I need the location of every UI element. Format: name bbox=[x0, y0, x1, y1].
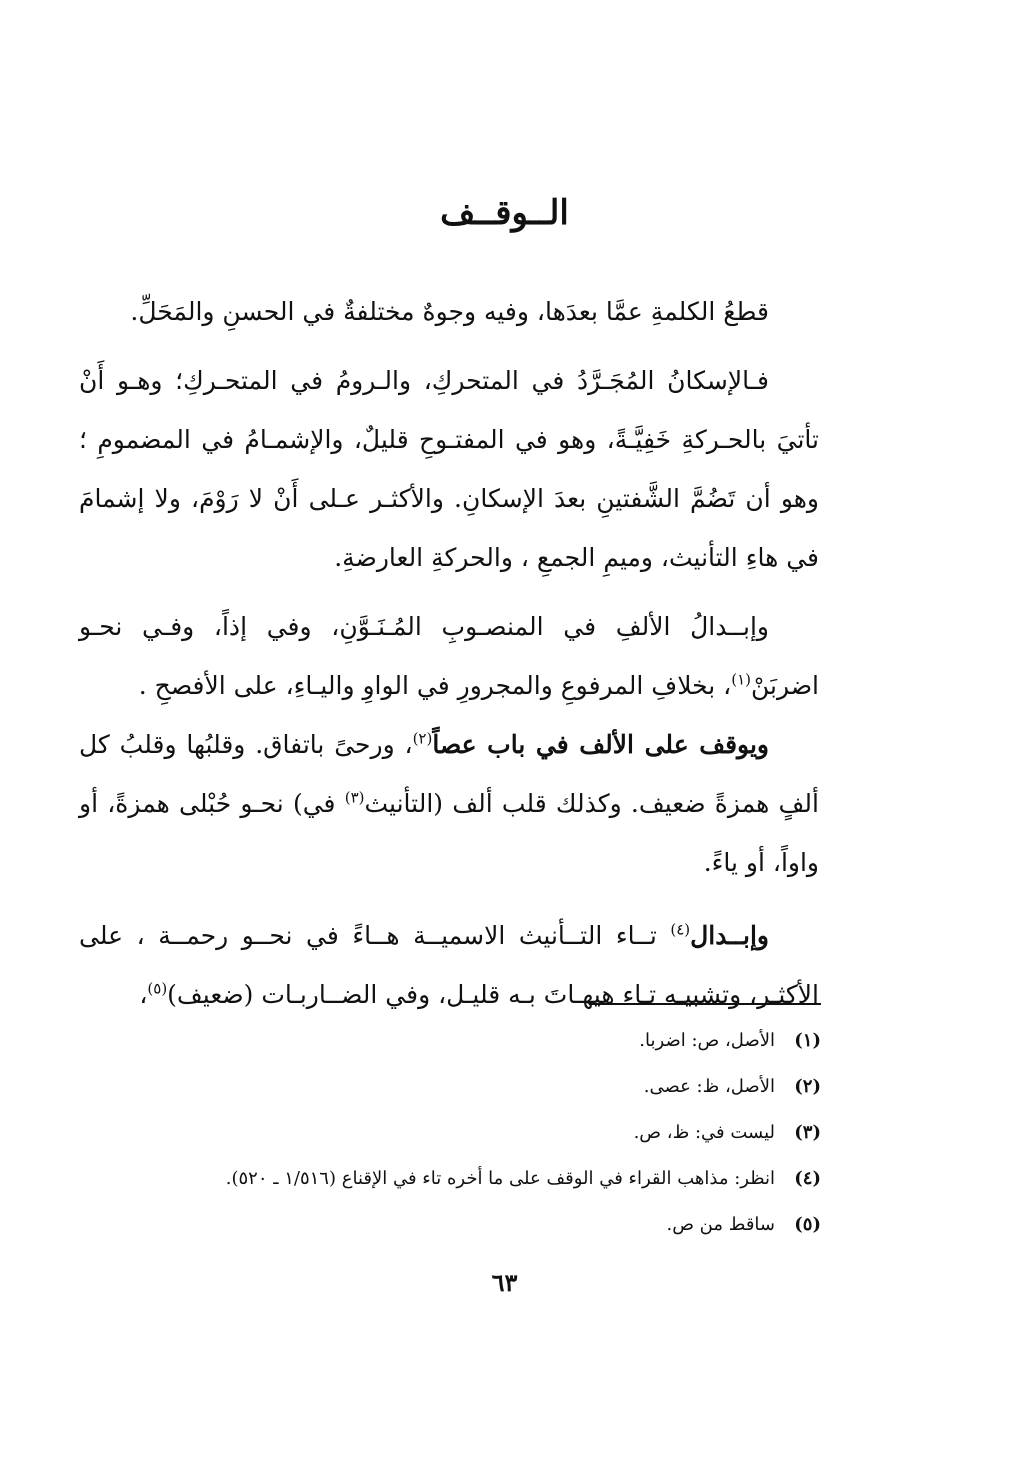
footnote-text: ساقط من ص. bbox=[666, 1214, 775, 1235]
footnote-divider bbox=[589, 1003, 821, 1005]
paragraph-5-text-a: تــاء التــأنيث الاسميــة هــاءً في نحــو رحمــة ، على الأكثـر، وتشبيـه تـاء هيهـاتَ بـه قليـل، وفي الضــاربـات (ضعيف) bbox=[79, 921, 819, 1009]
main-text bbox=[79, 282, 819, 1024]
footnote-number: (٤) bbox=[794, 1168, 821, 1189]
footnote-5 bbox=[81, 1202, 821, 1248]
paragraph-4-bold: ويوقف على الألف في باب عصاً bbox=[432, 730, 769, 759]
paragraph-3-text-b: ، بخلافِ المرفوعِ والمجرورِ في الواوِ واليـاءِ، على الأفصحِ . bbox=[138, 671, 732, 700]
footnote-2 bbox=[81, 1064, 821, 1110]
paragraph-4-text-a: ، ورحىً باتفاق. وقلبُها وقلبُ كل ألفٍ همزةً ضعيف. وكذلك قلب ألف (التأنيث bbox=[79, 730, 819, 818]
paragraph-4 bbox=[79, 715, 819, 892]
footnote-text: الأصل، ظ: عصى. bbox=[643, 1076, 775, 1097]
footnote-ref-4: (٤) bbox=[670, 920, 691, 939]
paragraph-3-text-a: وإبــدالُ الألفِ في المنصـوبِ المُـنَـوَّنِ، وفي إذاً، وفـي نحـو اضربَنْ bbox=[79, 612, 819, 700]
footnote-number: (١) bbox=[794, 1030, 821, 1051]
footnote-text: ليست في: ظ، ص. bbox=[633, 1122, 775, 1143]
footnote-ref-5: (٥) bbox=[147, 979, 168, 998]
page-number: ٦٣ bbox=[491, 1268, 518, 1297]
paragraph-4-text-b: في) نحـو حُبْلى همزةً، أو واواً، أو ياءً. bbox=[79, 789, 819, 877]
paragraph-2: فـالإسكانُ المُجَـرَّدُ في المتحركِ، والـرومُ في المتحـركِ؛ وهـو أَنْ تأتيَ بالحـركةِ خَفِيَّـةً، وهو في المفتـوحِ قليلٌ، والإشمـامُ في المضمومِ ؛ وهو أن تَضُمَّ الشَّفتينِ بعدَ الإسكانِ. والأكثـر عـلى أَنْ لا رَوْمَ، ولا إشمامَ في هاءِ التأنيث، وميمِ الجمعِ ، والحركةِ العارضةِ. bbox=[79, 366, 819, 572]
section-title: الــوقــف bbox=[440, 193, 569, 233]
footnote-4 bbox=[81, 1156, 821, 1202]
footnote-text: انظر: مذاهب القراء في الوقف على ما أخره تاء في الإقناع (١/٥١٦ ـ ٥٢٠). bbox=[225, 1168, 775, 1189]
footnote-number: (٣) bbox=[794, 1122, 821, 1143]
footnotes bbox=[81, 1018, 821, 1248]
footnote-ref-2: (٢) bbox=[412, 729, 433, 748]
footnote-1 bbox=[81, 1018, 821, 1064]
footnote-3 bbox=[81, 1110, 821, 1156]
paragraph-5-end: ، bbox=[139, 980, 148, 1009]
footnote-text: الأصل، ص: اضربا. bbox=[639, 1030, 775, 1051]
paragraph-5 bbox=[79, 906, 819, 1024]
footnote-ref-3: (٣) bbox=[344, 788, 365, 807]
paragraph-3 bbox=[79, 597, 819, 715]
footnote-number: (٢) bbox=[794, 1076, 821, 1097]
paragraph-1: قطعُ الكلمةِ عمَّا بعدَها، وفيه وجوهٌ مختلفةٌ في الحسنِ والمَحَلِّ. bbox=[130, 297, 769, 326]
paragraph-5-bold: وإبــدال bbox=[690, 921, 769, 950]
footnote-ref-1: (١) bbox=[731, 670, 752, 689]
footnote-number: (٥) bbox=[794, 1214, 821, 1235]
